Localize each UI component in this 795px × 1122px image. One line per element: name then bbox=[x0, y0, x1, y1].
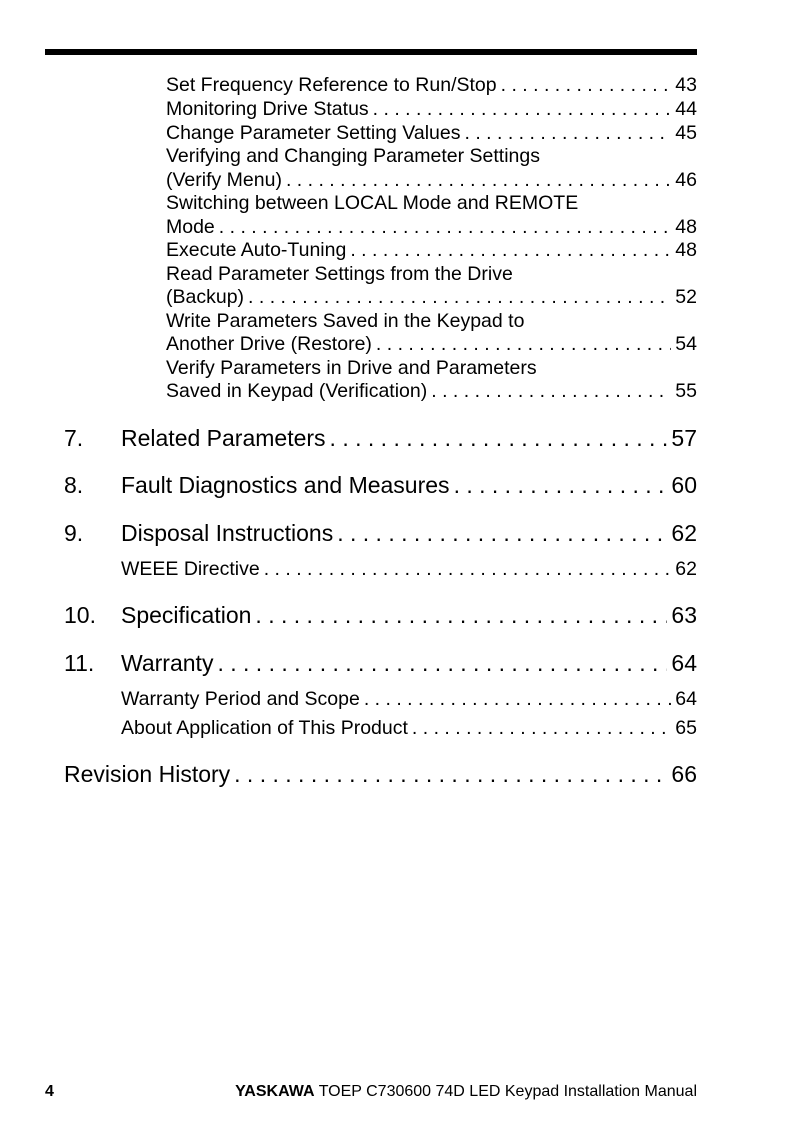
toc-chapter[interactable] bbox=[64, 472, 697, 499]
leader-dots bbox=[454, 472, 668, 499]
toc-chapter[interactable] bbox=[64, 650, 697, 677]
toc-section[interactable] bbox=[121, 688, 697, 711]
toc-entry-title-line1: Write Parameters Saved in the Keypad to bbox=[166, 310, 525, 332]
chapter-number: 11. bbox=[64, 650, 95, 676]
toc-entry-page: 43 bbox=[675, 74, 697, 96]
chapter-title: Fault Diagnostics and Measures bbox=[121, 472, 450, 498]
leader-dots bbox=[264, 558, 672, 581]
toc-entry-title: Monitoring Drive Status bbox=[166, 98, 369, 120]
chapter-page: 62 bbox=[671, 520, 697, 546]
leader-dots bbox=[373, 98, 672, 121]
leader-dots bbox=[217, 650, 667, 677]
toc-entry-page: 55 bbox=[675, 380, 697, 402]
leader-dots bbox=[255, 602, 667, 629]
toc-entry-title: Set Frequency Reference to Run/Stop bbox=[166, 74, 497, 96]
chapter-title: Specification bbox=[121, 602, 252, 628]
toc-entry[interactable] bbox=[166, 333, 697, 356]
toc-entry-page: 44 bbox=[675, 98, 697, 120]
section-page: 64 bbox=[675, 688, 697, 710]
section-page: 62 bbox=[675, 558, 697, 580]
toc-entry[interactable] bbox=[166, 122, 697, 145]
toc-chapter[interactable] bbox=[64, 602, 697, 629]
leader-dots bbox=[330, 425, 668, 452]
leader-dots bbox=[286, 169, 671, 192]
toc-chapter[interactable] bbox=[64, 425, 697, 452]
chapter-page: 63 bbox=[671, 602, 697, 628]
toc-entry-title: (Verify Menu) bbox=[166, 169, 282, 191]
toc-chapter[interactable] bbox=[64, 520, 697, 547]
section-title: WEEE Directive bbox=[121, 558, 260, 580]
toc-entry-title: Change Parameter Setting Values bbox=[166, 122, 461, 144]
leader-dots bbox=[234, 761, 667, 788]
toc-entry-title: Another Drive (Restore) bbox=[166, 333, 372, 355]
leader-dots bbox=[337, 520, 667, 547]
toc-entry-page: 52 bbox=[675, 286, 697, 308]
leader-dots bbox=[350, 239, 671, 262]
toc-entry[interactable] bbox=[166, 98, 697, 121]
toc-entry-page: 48 bbox=[675, 216, 697, 238]
toc-entry[interactable] bbox=[166, 216, 697, 239]
toc-entry-page: 46 bbox=[675, 169, 697, 191]
toc-entry[interactable] bbox=[166, 239, 697, 262]
leader-dots bbox=[501, 74, 672, 97]
chapter-number: 9. bbox=[64, 520, 84, 546]
brand-name: YASKAWA bbox=[235, 1083, 315, 1100]
chapter-number: 7. bbox=[64, 425, 84, 451]
toc-entry-title-line1: Switching between LOCAL Mode and REMOTE bbox=[166, 192, 579, 214]
toc-entry-title-line1: Verify Parameters in Drive and Parameters bbox=[166, 357, 537, 379]
toc-entry-title: (Backup) bbox=[166, 286, 245, 308]
leader-dots bbox=[219, 216, 672, 239]
chapter-number: 10. bbox=[64, 602, 96, 628]
section-page: 65 bbox=[675, 717, 697, 739]
leader-dots bbox=[412, 717, 671, 740]
chapter-title: Disposal Instructions bbox=[121, 520, 334, 546]
revision-title: Revision History bbox=[64, 761, 231, 787]
chapter-page: 64 bbox=[671, 650, 697, 676]
toc-entry[interactable] bbox=[166, 74, 697, 97]
toc-entry[interactable] bbox=[166, 169, 697, 192]
leader-dots bbox=[364, 688, 671, 711]
toc-entry-title-line1: Read Parameter Settings from the Drive bbox=[166, 263, 513, 285]
toc-section[interactable] bbox=[121, 717, 697, 740]
toc-revision-history[interactable] bbox=[64, 761, 697, 788]
page-number: 4 bbox=[45, 1083, 54, 1100]
chapter-title: Related Parameters bbox=[121, 425, 326, 451]
section-title: About Application of This Product bbox=[121, 717, 408, 739]
chapter-page: 60 bbox=[671, 472, 697, 498]
toc-entry-title: Execute Auto-Tuning bbox=[166, 239, 347, 261]
toc-entry[interactable] bbox=[166, 380, 697, 403]
manual-title: TOEP C730600 74D LED Keypad Installation Manual bbox=[318, 1083, 697, 1100]
leader-dots bbox=[376, 333, 671, 356]
leader-dots bbox=[248, 286, 671, 309]
toc-entry-page: 54 bbox=[675, 333, 697, 355]
toc-entry-page: 48 bbox=[675, 239, 697, 261]
section-title: Warranty Period and Scope bbox=[121, 688, 360, 710]
toc-entry[interactable] bbox=[166, 286, 697, 309]
chapter-number: 8. bbox=[64, 472, 84, 498]
toc-entry-title-line1: Verifying and Changing Parameter Settings bbox=[166, 145, 540, 167]
footer-document-title bbox=[235, 1083, 697, 1101]
leader-dots bbox=[431, 380, 671, 403]
revision-page: 66 bbox=[671, 761, 697, 787]
toc-section[interactable] bbox=[121, 558, 697, 581]
leader-dots bbox=[464, 122, 671, 145]
toc-entry-title: Saved in Keypad (Verification) bbox=[166, 380, 428, 402]
toc-entry-title: Mode bbox=[166, 216, 215, 238]
chapter-page: 57 bbox=[671, 425, 697, 451]
toc-entry-page: 45 bbox=[675, 122, 697, 144]
chapter-title: Warranty bbox=[121, 650, 214, 676]
